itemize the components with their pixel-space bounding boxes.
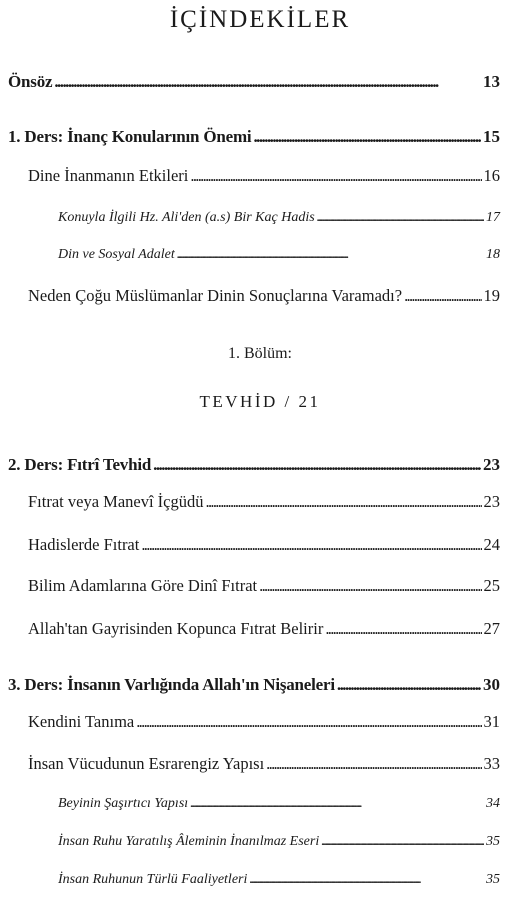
toc-entry-page: 30: [483, 675, 500, 694]
toc-entry-label: Bilim Adamlarına Göre Dinî Fıtrat: [28, 576, 258, 595]
toc-entry-page: 35: [486, 872, 500, 887]
toc-entry-label: Neden Çoğu Müslümanlar Dinin Sonuçlarına Varamadı?: [28, 286, 403, 305]
toc-entry-label: Dine İnanmanın Etkileri: [28, 166, 189, 185]
toc-entry-neden-cogu-muslumanlar[interactable]: [28, 286, 500, 306]
dot-leader: [325, 619, 481, 639]
dot-leader: [153, 455, 481, 475]
toc-entry-allahtan-gayrisinden[interactable]: [28, 619, 500, 639]
toc-entry-label: İnsan Ruhu Yaratılış Âleminin İnanılmaz Eseri: [58, 834, 320, 849]
toc-entry-label: 3. Ders: İnsanın Varlığında Allah'ın Nişaneleri: [8, 675, 335, 694]
toc-entry-insan-ruhunun-faaliyetleri[interactable]: [58, 872, 500, 888]
toc-entry-bilim-adamlarina-gore[interactable]: [28, 576, 500, 596]
toc-entry-onsoz[interactable]: [8, 72, 500, 92]
toc-entry-ders-1[interactable]: [8, 127, 500, 147]
dot-leader: [136, 712, 481, 732]
dot-leader: [54, 72, 481, 92]
toc-entry-hadislerde-fitrat[interactable]: [28, 535, 500, 555]
toc-entry-page: 18: [486, 247, 500, 262]
toc-entry-page: 33: [483, 754, 500, 773]
toc-entry-page: 15: [483, 127, 500, 146]
toc-entry-insan-vucudu[interactable]: [28, 754, 500, 774]
toc-entry-ders-3[interactable]: [8, 675, 500, 695]
toc-entry-page: 16: [483, 166, 500, 185]
dot-leader: [253, 127, 481, 147]
section-title[interactable]: TEVHİD / 21: [199, 392, 321, 411]
toc-entry-page: 13: [483, 72, 500, 91]
toc-entry-page: 35: [486, 834, 500, 849]
toc-entry-kendini-tanima[interactable]: [28, 712, 500, 732]
toc-entry-label: Konuyla İlgili Hz. Ali'den (a.s) Bir Kaç Hadis: [58, 210, 315, 225]
toc-entry-label: Allah'tan Gayrisinden Kopunca Fıtrat Belirir: [28, 619, 324, 638]
toc-entry-label: Din ve Sosyal Adalet: [58, 247, 175, 262]
toc-entry-din-ve-sosyal-adalet[interactable]: [58, 247, 500, 263]
toc-entry-insan-ruhu-eseri[interactable]: [58, 834, 500, 850]
dot-leader: [337, 675, 481, 695]
dot-leader: [190, 166, 481, 186]
toc-entry-label: İnsan Vücudunun Esrarengiz Yapısı: [28, 754, 265, 773]
toc-entry-page: 23: [483, 455, 500, 474]
toc-entry-label: Hadislerde Fıtrat: [28, 535, 140, 554]
toc-entry-label: Fıtrat veya Manevî İçgüdü: [28, 492, 204, 511]
toc-entry-label: İnsan Ruhunun Türlü Faaliyetleri: [58, 872, 248, 887]
toc-entry-page: 31: [483, 712, 500, 731]
dot-leader: [317, 210, 484, 226]
toc-entry-label: Önsöz: [8, 72, 53, 91]
toc-entry-page: 19: [483, 286, 500, 305]
dot-leader: [206, 492, 482, 512]
toc-entry-page: 34: [486, 796, 500, 811]
toc-entry-ders-2[interactable]: [8, 455, 500, 475]
dot-leader: [404, 286, 481, 306]
toc-entry-page: 24: [483, 535, 500, 554]
dot-leader: [321, 834, 484, 850]
dot-leader: [249, 872, 484, 888]
toc-entry-fitrat-veya-manevi-icgudu[interactable]: [28, 492, 500, 512]
toc-entry-page: 27: [483, 619, 500, 638]
toc-entry-label: Beyinin Şaşırtıcı Yapısı: [58, 796, 189, 811]
toc-entry-label: Kendini Tanıma: [28, 712, 135, 731]
dot-leader: [141, 535, 481, 555]
toc-entry-label: 2. Ders: Fıtrî Tevhid: [8, 455, 152, 474]
dot-leader: [177, 247, 484, 263]
page-title: İÇİNDEKİLER: [169, 6, 351, 33]
toc-entry-page: 17: [486, 210, 500, 225]
toc-entry-dine-inanmanin-etkileri[interactable]: [28, 166, 500, 186]
dot-leader: [190, 796, 484, 812]
dot-leader: [259, 576, 481, 596]
toc-entry-page: 25: [483, 576, 500, 595]
toc-entry-page: 23: [483, 492, 500, 511]
toc-entry-hz-ali-hadis[interactable]: [58, 210, 500, 226]
toc-entry-beyinin-sasirtici-yapisi[interactable]: [58, 796, 500, 812]
section-heading: 1. Bölüm:: [227, 345, 292, 362]
dot-leader: [266, 754, 481, 774]
toc-entry-label: 1. Ders: İnanç Konularının Önemi: [8, 127, 252, 146]
